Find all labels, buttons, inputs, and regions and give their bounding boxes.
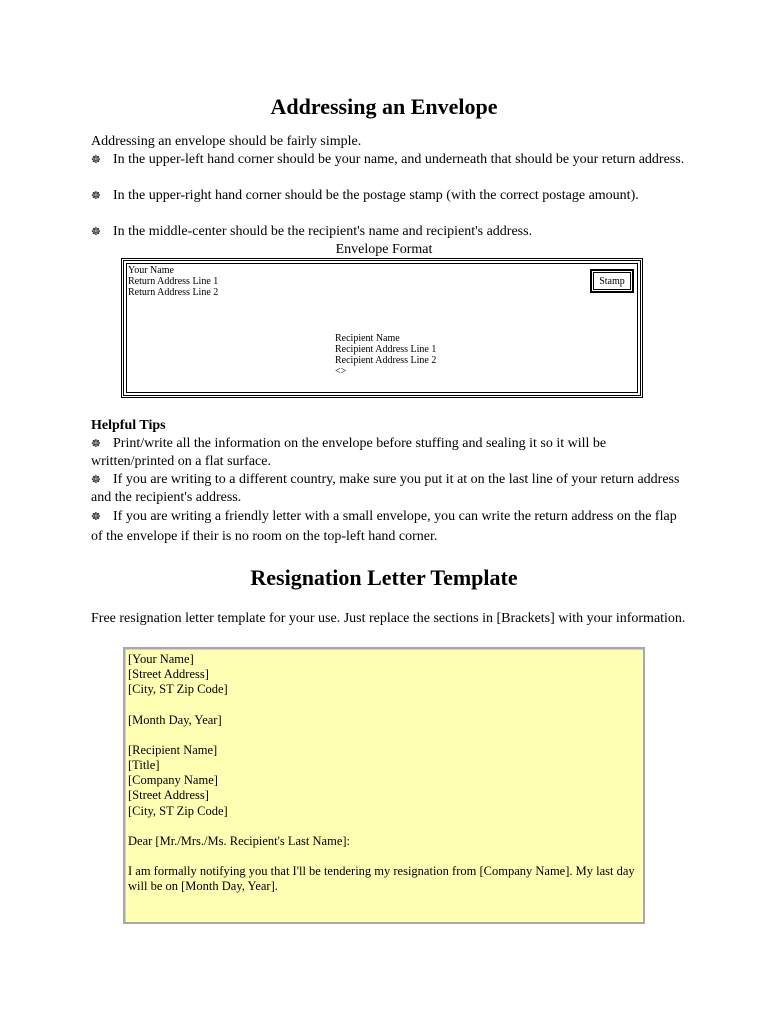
page-title-envelope: Addressing an Envelope bbox=[270, 94, 498, 119]
letter-sender-line: [Street Address] bbox=[128, 667, 209, 682]
letter-template-box bbox=[123, 647, 645, 924]
bullet-item bbox=[91, 151, 691, 169]
envelope-sender-block bbox=[128, 265, 218, 298]
letter-salutation: Dear [Mr./Mrs./Ms. Recipient's Last Name]: bbox=[128, 833, 350, 848]
envelope-recipient-line: Recipient Address Line 2 bbox=[335, 355, 437, 366]
envelope-inner-border bbox=[126, 263, 638, 393]
envelope-sender-line: Your Name bbox=[128, 265, 174, 276]
wheel-bullet-icon: ☸ bbox=[91, 511, 101, 523]
wheel-bullet-icon: ☸ bbox=[91, 226, 101, 238]
bullet-item bbox=[91, 187, 691, 205]
letter-recipient-line: [City, ST Zip Code] bbox=[128, 803, 228, 818]
letter-recipient-line: [Title] bbox=[128, 758, 160, 773]
tip-item bbox=[91, 435, 691, 471]
letter-sender-line: [Your Name] bbox=[128, 652, 194, 666]
envelope-sender-line: Return Address Line 2 bbox=[128, 287, 219, 298]
page-title-resignation: Resignation Letter Template bbox=[250, 565, 518, 590]
envelope-recipient-line: Recipient Name bbox=[335, 333, 400, 344]
envelope-diagram bbox=[121, 258, 643, 398]
bullet-text: In the upper-left hand corner should be your name, and underneath that should be your return address. bbox=[113, 152, 685, 167]
letter-body bbox=[128, 652, 640, 894]
letter-date: [Month Day, Year] bbox=[128, 712, 222, 727]
envelope-stamp-label: Stamp bbox=[593, 272, 631, 290]
bullet-text: In the middle-center should be the recipient's name and recipient's address. bbox=[113, 224, 533, 239]
envelope-figure-caption: Envelope Format bbox=[335, 242, 433, 257]
wheel-bullet-icon: ☸ bbox=[91, 190, 101, 202]
envelope-sender-line: Return Address Line 1 bbox=[128, 276, 219, 287]
tip-text: Print/write all the information on the envelope before stuffing and sealing it so it will be written/printed on a flat surface. bbox=[91, 436, 607, 469]
letter-recipient-line: [Recipient Name] bbox=[128, 742, 218, 757]
tips-heading: Helpful Tips bbox=[91, 418, 166, 433]
tip-item bbox=[91, 471, 691, 507]
letter-recipient-line: [Company Name] bbox=[128, 773, 218, 788]
letter-sender-line: [City, ST Zip Code] bbox=[128, 682, 228, 697]
resignation-intro: Free resignation letter template for your use. Just replace the sections in [Brackets] with your information. bbox=[91, 611, 686, 626]
envelope-stamp-box bbox=[590, 269, 634, 293]
wheel-bullet-icon: ☸ bbox=[91, 474, 101, 486]
tip-text: If you are writing a friendly letter with a small envelope, you can write the return address on the flap of the envelope if their is no room on the top-left hand corner. bbox=[91, 509, 677, 544]
wheel-bullet-icon: ☸ bbox=[91, 154, 101, 166]
bullet-item bbox=[91, 223, 691, 241]
tip-item bbox=[91, 507, 691, 547]
envelope-recipient-line: <> bbox=[335, 366, 347, 377]
bullet-text: In the upper-right hand corner should be the postage stamp (with the correct postage amount). bbox=[113, 188, 639, 203]
letter-recipient-line: [Street Address] bbox=[128, 788, 209, 803]
envelope-intro: Addressing an envelope should be fairly simple. bbox=[91, 134, 362, 149]
tip-text: If you are writing to a different country, make sure you put it at on the last line of your return address and the recipient's address. bbox=[91, 472, 680, 505]
wheel-bullet-icon: ☸ bbox=[91, 438, 101, 450]
envelope-recipient-line: Recipient Address Line 1 bbox=[335, 344, 437, 355]
envelope-recipient-block bbox=[335, 333, 436, 377]
letter-body-text: I am formally notifying you that I'll be tendering my resignation from [Company Name]. My last day will be on [Month Day, Year]. bbox=[128, 864, 635, 894]
